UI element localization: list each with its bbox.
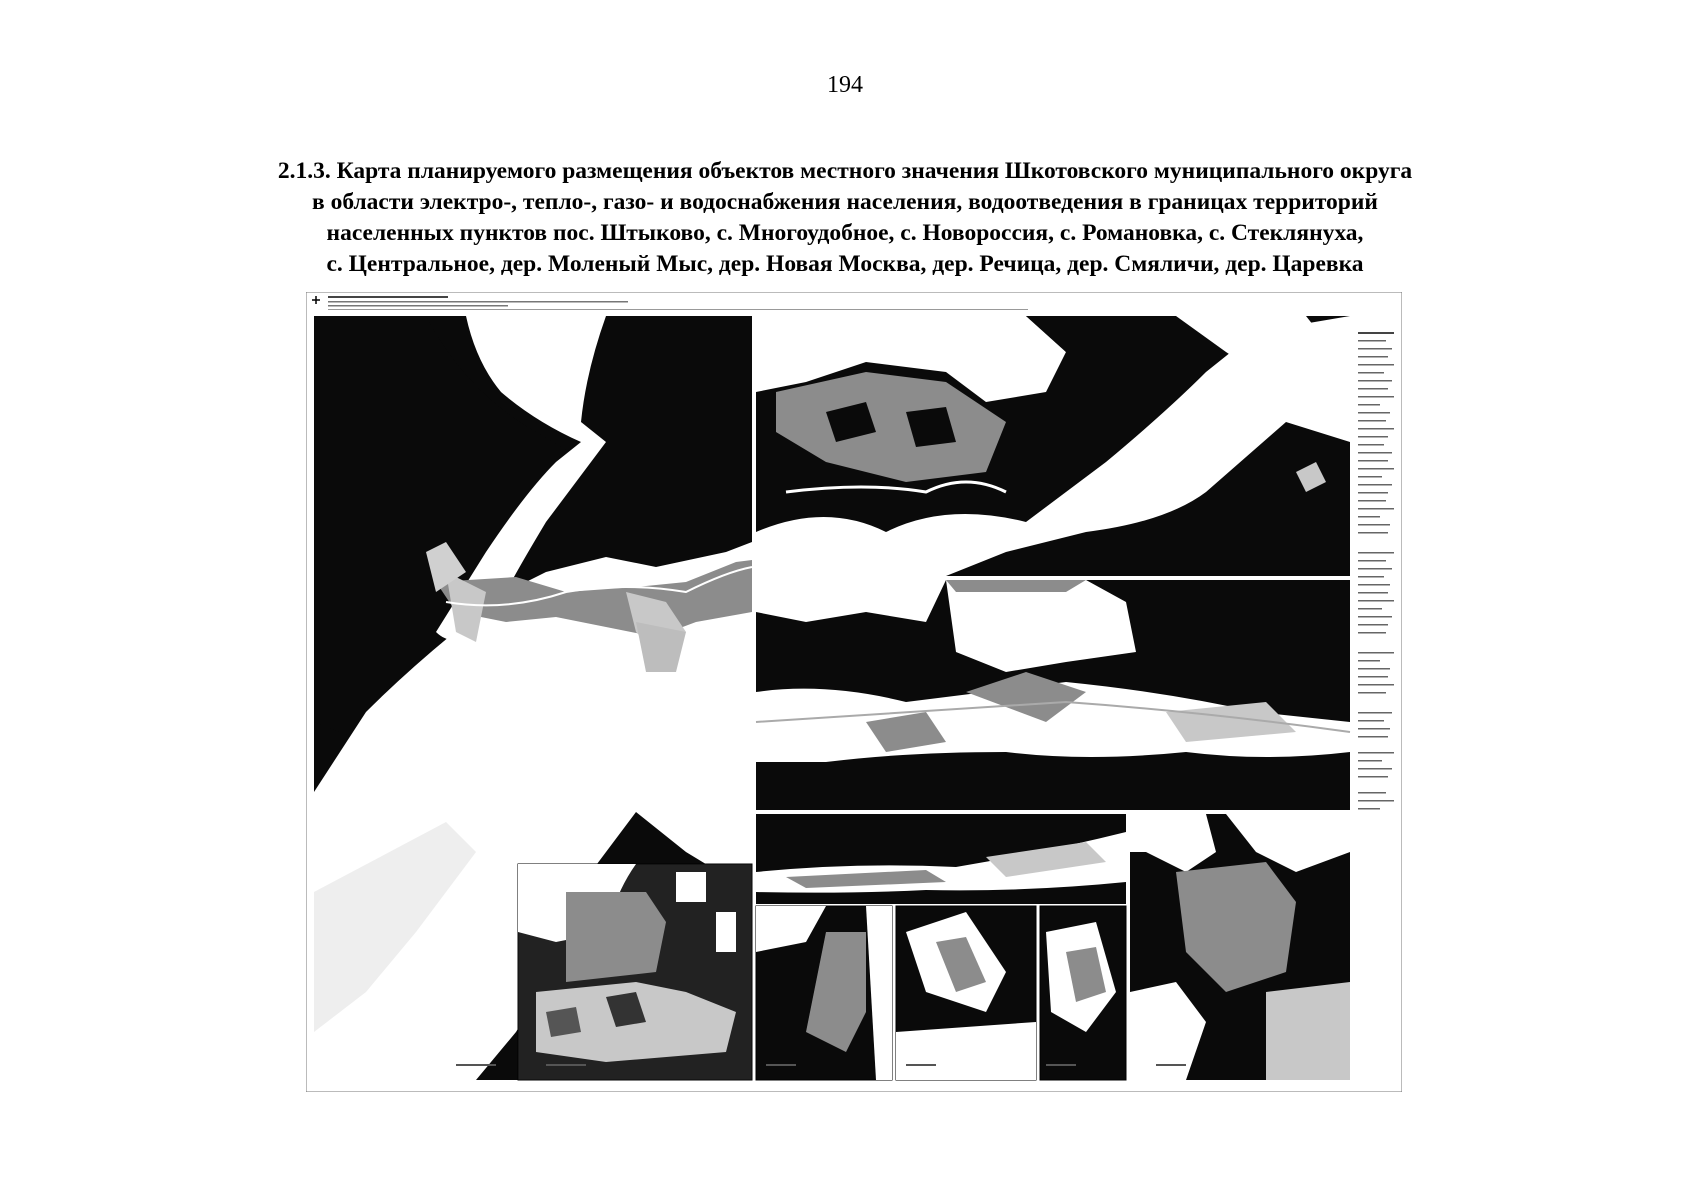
map-panel-top-right: [756, 316, 1350, 576]
map-panel-middle-right: [756, 580, 1350, 810]
page-title: [150, 156, 1540, 280]
map-panel-inset-3: [1040, 906, 1126, 1080]
map-panel-inset-2: [896, 906, 1036, 1080]
page-number: 194: [827, 72, 863, 98]
map-panel-inset-left: [518, 864, 752, 1080]
title-line: с. Центральное, дер. Моленый Мыс, дер. Новая Москва, дер. Речица, дер. Смяличи, дер. Царевка: [326, 251, 1364, 277]
title-line: в области электро-, тепло-, газо- и водоснабжения населения, водоотведения в границах территорий: [312, 189, 1378, 215]
map-panel-bottom-strip: [756, 814, 1126, 904]
title-line: 2.1.3. Карта планируемого размещения объектов местного значения Шкотовского муниципального округа: [277, 158, 1413, 184]
title-line: населенных пунктов пос. Штыково, с. Многоудобное, с. Новороссия, с. Романовка, с. Стеклянуха,: [326, 220, 1364, 246]
map-panel-inset-1: [756, 906, 892, 1080]
map-panel-inset-right: [1130, 814, 1350, 1080]
map-figure: [306, 292, 1402, 1092]
map-svg: [306, 292, 1402, 1092]
